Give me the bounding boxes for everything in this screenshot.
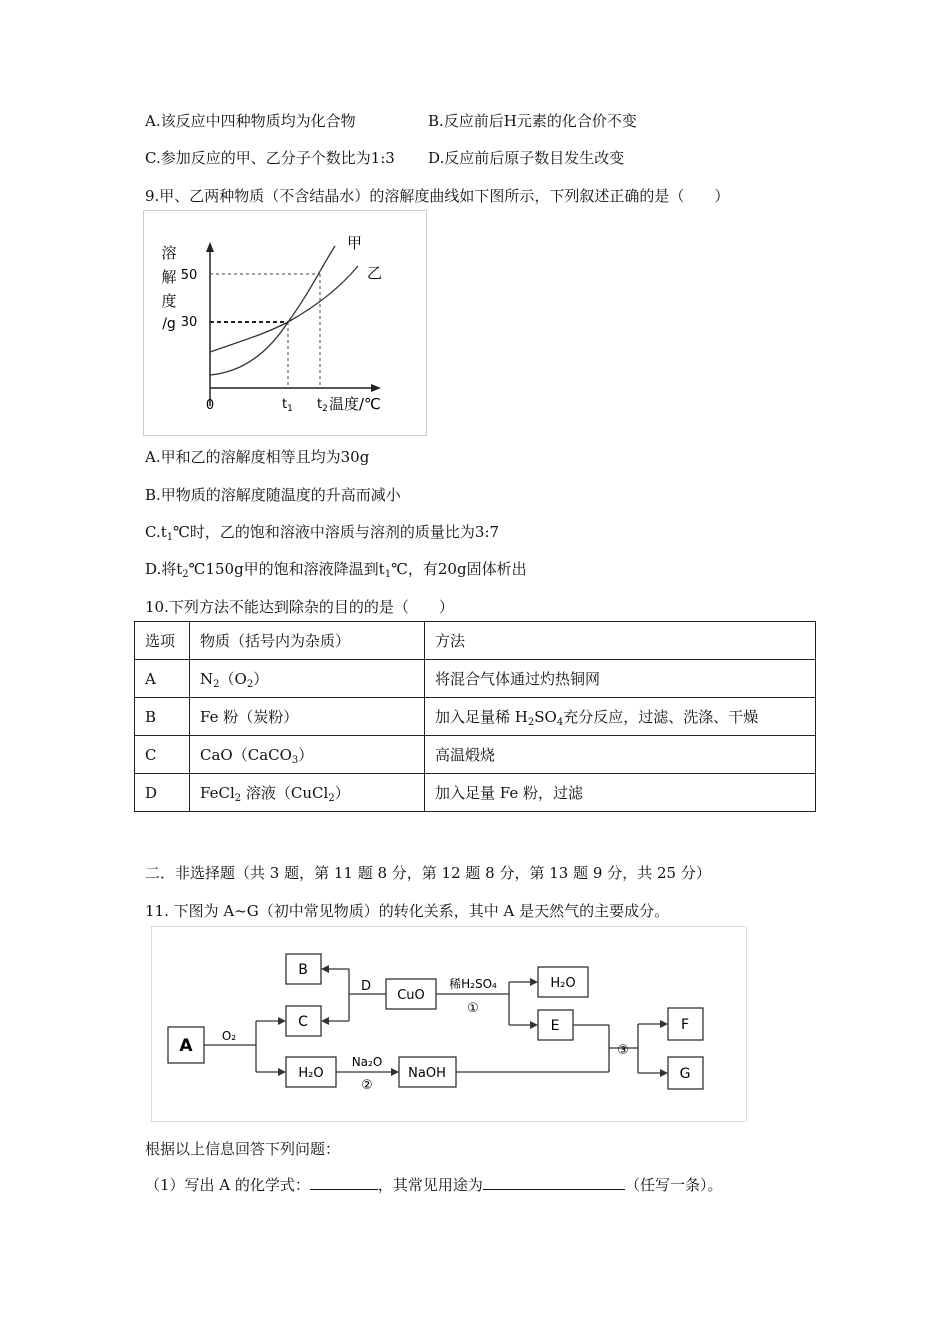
q11-stem: 11. 下图为 A~G（初中常见物质）的转化关系，其中 A 是天然气的主要成分。 [145,902,670,920]
y-label-1: 溶 [161,244,177,262]
q9-option-a: A.甲和乙的溶解度相等且均为30g [145,448,370,466]
label-step3: ③ [617,1043,629,1058]
series-yi-label: 乙 [367,264,383,282]
q8-option-d: D.反应前后原子数目发生改变 [428,149,625,167]
y-label-4: /g [162,316,176,332]
label-o2: O₂ [221,1029,237,1043]
y-label-3: 度 [161,292,177,310]
node-b: B [298,962,308,978]
section-2-heading: 二．非选择题（共 3 题，第 11 题 8 分，第 12 题 8 分，第 13 题 9 分，共 25 分） [145,864,711,882]
t2-label: $t_2$ [317,397,328,414]
q8-option-a: A.该反应中四种物质均为化合物 [145,112,356,130]
q10-table [134,621,816,812]
q8-option-c: C.参加反应的甲、乙分子个数比为1:3 [145,149,395,167]
solubility-chart [143,210,427,436]
t1-label: $t_1$ [282,397,293,414]
answer-blank-formula[interactable] [310,1175,378,1190]
q8-option-b: B.反应前后H元素的化合价不变 [428,112,637,130]
label-step2: ② [361,1078,373,1093]
label-step1: ① [467,1001,479,1016]
q9-option-b: B.甲物质的溶解度随温度的升高而减小 [145,486,401,504]
table-header: 物质（括号内为杂质） [190,622,425,660]
q9-option-d: D.将$t_2℃150g$甲的饱和溶液降温到$t_1℃$，有20g固体析出 [145,560,527,580]
node-e: E [550,1018,560,1034]
q11-sub1: （1）写出 A 的化学式： ，其常见用途为 （任写一条）。 [145,1176,723,1194]
x-label: 温度/℃ [329,395,381,413]
label-dilute-acid: 稀H₂SO₄ [449,977,497,991]
node-g: G [679,1066,691,1082]
q10-stem: 10.下列方法不能达到除杂的目的的是（ ） [145,598,454,616]
series-jia-label: 甲 [347,234,363,252]
node-cuo: CuO [397,988,425,1003]
origin-label: 0 [205,398,215,413]
q9-option-c: $C.t_1℃$时，乙的饱和溶液中溶质与溶剂的质量比为3:7 [145,523,500,543]
label-na2o: Na₂O [351,1055,383,1069]
q11-lead: 根据以上信息回答下列问题： [145,1140,341,1158]
table-header: 方法 [425,622,816,660]
label-d: D [360,979,372,994]
y-tick-30: 30 [180,315,198,330]
node-naoh: NaOH [408,1066,446,1081]
table-row: A $N_2(O_2)$ 将混合气体通过灼热铜网 [135,660,816,698]
node-a: A [179,1036,193,1056]
node-c: C [298,1014,308,1030]
node-h2o-top: H₂O [550,976,576,991]
answer-blank-use[interactable] [483,1175,625,1190]
node-f: F [680,1017,690,1033]
y-tick-50: 50 [180,268,198,283]
table-header-row [135,622,816,660]
table-row: C CaO（CaCO$_3$） 高温煅烧 [135,736,816,774]
q11-diagram [151,926,747,1122]
table-row: B Fe 粉（炭粉） 加入足量稀 $H_2SO_4$充分反应，过滤、洗涤、干燥 [135,698,816,736]
y-label-2: 解 [161,268,177,286]
table-row: D FeCl$_2$ 溶液（CuCl$_2$） 加入足量 Fe 粉，过滤 [135,774,816,812]
table-header: 选项 [135,622,190,660]
q9-stem: 9.甲、乙两种物质（不含结晶水）的溶解度曲线如下图所示，下列叙述正确的是（ ） [145,187,730,205]
node-h2o-mid: H₂O [298,1066,324,1081]
